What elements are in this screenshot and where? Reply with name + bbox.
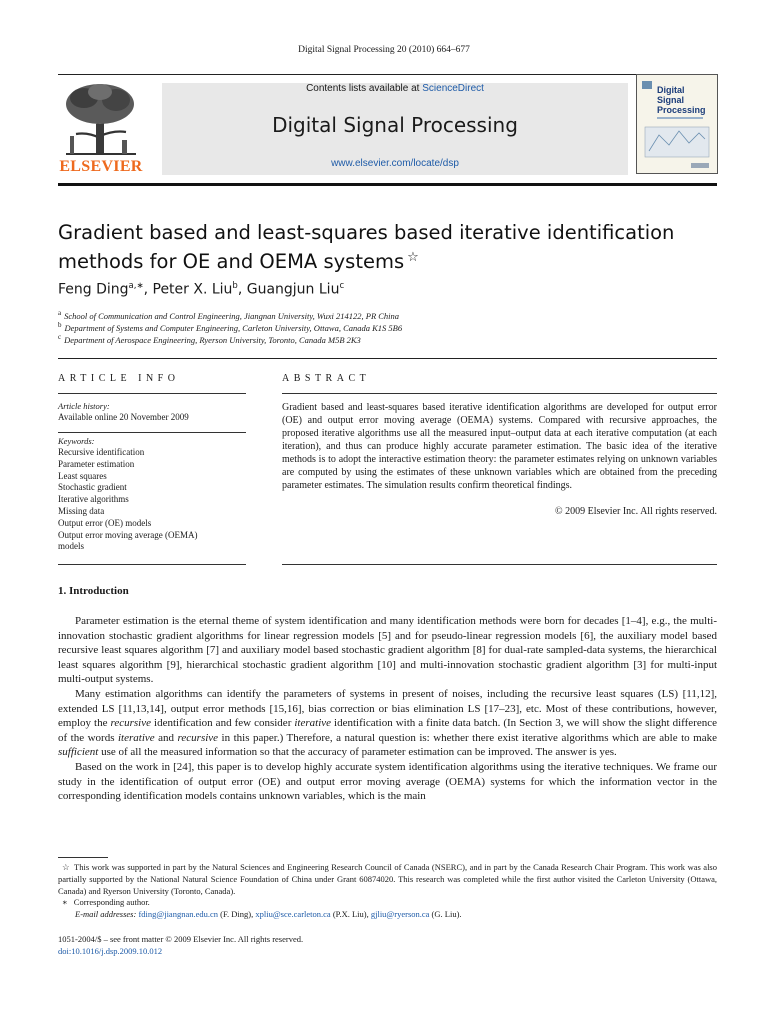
affiliation-text: Department of Systems and Computer Engineering, Carleton University, Ottawa, Canada K1S 5B6 <box>64 322 403 333</box>
journal-reference: Digital Signal Processing 20 (2010) 664–677 <box>298 45 470 55</box>
abstract-body: Gradient based and least-squares based iterative identification algorithms are developed for output error (OE) and output error moving average (OEMA) systems. Compared with recursive approaches, the proposed iterative algorithms use all the measured input–output data at each iterative computation (at each iteration), and thus can produce highly accurate parameter estimation. The basic idea of the iterative methods is to adopt the interactive estimation theory: the parameter estimates relying on unknown variables are computed by using the estimates of these unknown variables which are obtained from the preceding parameter estimates. The simulation results confirm theoretical findings. <box>282 402 717 491</box>
keyword-item: Recursive identification <box>58 447 145 457</box>
keyword-item: Missing data <box>58 505 105 516</box>
paper-title-text: Gradient based and least-squares based iterative identification methods for OE and OEMA systems <box>58 221 675 273</box>
email-link[interactable]: gjliu@ryerson.ca <box>370 909 430 920</box>
keywords-list <box>58 447 238 553</box>
cover-artwork <box>637 75 717 173</box>
keyword-item: Iterative algorithms <box>58 494 129 505</box>
affiliation-mark: b <box>58 321 62 329</box>
email-footnote: E-mail addresses: fding@jiangnan.edu.cn (F. Ding), xpliu@sce.carleton.ca (P.X. Liu), gjliu@ryerson.ca (G. Liu). <box>75 909 462 920</box>
title-footnote-mark[interactable]: ☆ <box>407 250 419 265</box>
paragraph: Many estimation algorithms can identify the parameters of systems in present of noises, including the recursive least squares (LS) [11,12], extended LS [11,13,14], output error methods [15,16], bias correction or bias elimination LS [17–23], etc. Most of these contributions, however, employ the recursive identification and few consider iterative identification with a finite data batch. (In Section 3, we will show the slight difference of the words iterative and recursive in this paper.) Therefore, a natural question is: whether there exist iterative algorithms which are able to make sufficient use of all the measured information so that the accuracy of parameter estimation can be improved. The answer is yes. <box>58 687 717 759</box>
cover-title-line-2: Signal <box>657 95 685 105</box>
abstract-heading: ABSTRACT <box>282 373 371 384</box>
abstract-rule <box>282 564 717 565</box>
masthead-bottom-rule <box>58 183 717 186</box>
paper-title <box>58 220 718 274</box>
author-mark[interactable]: c <box>339 281 345 291</box>
affiliation-text: School of Communication and Control Engineering, Jiangnan University, Wuxi 214122, PR China <box>64 310 400 321</box>
introduction-body <box>58 614 717 804</box>
affiliation-mark: a <box>58 309 62 317</box>
affiliation <box>58 333 718 345</box>
affiliation-text: Department of Aerospace Engineering, Ryerson University, Toronto, Canada M5B 2K3 <box>64 334 361 345</box>
abstract-copyright: © 2009 Elsevier Inc. All rights reserved. <box>554 506 717 517</box>
footnote-rule <box>58 857 108 858</box>
corresponding-footnote: ∗ Corresponding author. <box>62 897 150 908</box>
masthead-top-rule <box>58 74 717 75</box>
affiliation <box>58 321 718 333</box>
article-info-rule <box>58 432 246 433</box>
author-name: Feng Ding <box>58 281 129 298</box>
email-link[interactable]: fding@jiangnan.edu.cn <box>138 909 219 920</box>
email-link[interactable]: xpliu@sce.carleton.ca <box>255 909 331 920</box>
section-heading: 1. Introduction <box>58 585 129 597</box>
author-name: Guangjun Liu <box>246 281 340 298</box>
author-list: Feng Ding$^{a,∗}$, Peter X. Liu$^b$, Guangjun Liu$^c$ <box>58 281 345 298</box>
info-top-rule <box>58 358 717 359</box>
author-mark[interactable]: b <box>232 281 238 291</box>
cover-title-line-1: Digital <box>657 85 685 95</box>
article-history-value: Available online 20 November 2009 <box>58 412 189 422</box>
journal-url-link[interactable]: www.elsevier.com/locate/dsp <box>331 158 459 169</box>
author-name: Peter X. Liu <box>152 281 233 298</box>
elsevier-wordmark: ELSEVIER <box>59 158 143 175</box>
contents-availability <box>162 83 628 94</box>
affiliation <box>58 309 718 321</box>
sciencedirect-link[interactable]: ScienceDirect <box>422 83 484 94</box>
author-mark[interactable]: a,∗ <box>128 281 144 291</box>
keyword-item: Parameter estimation <box>58 458 135 469</box>
article-info-rule <box>58 393 246 394</box>
abstract-rule <box>282 393 717 394</box>
issn-line: 1051-2004/$ – see front matter © 2009 Elsevier Inc. All rights reserved. <box>58 934 304 944</box>
cover-title-line-3: Processing <box>657 105 706 115</box>
keyword-item: Stochastic gradient <box>58 482 127 493</box>
paragraph: Parameter estimation is the eternal theme of system identification and many identification methods were born for decades [1–4], e.g., the multi-innovation stochastic gradient algorithms for linear regression models [5] and for pseudo-linear regression models [6], the auxiliary model based recursive least squares algorithm [7] and auxiliary model based stochastic gradient algorithm [8] for dual-rate sampled-data systems, the hierarchical least squares algorithm [9], hierarchical stochastic gradient algorithm [10] and multi-innovation stochastic gradient algorithm [3] for multi-input multi-output systems. <box>58 615 717 686</box>
keyword-item: Least squares <box>58 470 107 481</box>
article-info-heading: ARTICLE INFO <box>58 373 180 384</box>
keyword-item: Output error moving average (OEMA) <box>58 529 198 540</box>
paragraph: Based on the work in [24], this paper is to develop highly accurate system identification algorithms using the iterative techniques. We frame our study in the identification of output error (OE) and output error moving average (OEMA) systems for which the information vector in the corresponding identification models contains unknown variables, which is the main <box>58 760 717 803</box>
keywords-label: Keywords: <box>58 436 95 446</box>
footnote-mark: ∗ <box>62 897 68 908</box>
keyword-item: models <box>58 541 84 552</box>
contents-prefix: Contents lists available at <box>306 83 423 94</box>
journal-title: Digital Signal Processing <box>272 113 518 137</box>
article-info-rule <box>58 564 246 565</box>
doi-link[interactable]: doi:10.1016/j.dsp.2009.10.012 <box>58 946 163 956</box>
article-history-label: Article history: <box>58 401 110 411</box>
footnote-mark: ☆ <box>62 862 71 872</box>
affiliation-mark: c <box>58 333 62 341</box>
funding-footnote: ☆ This work was supported in part by the Natural Sciences and Engineering Research Council of Canada (NSERC), and in part by the Canada Research Chair Program. This work was also partially supported by the National Natural Science Foundation of China under Grant 60874020. This research was completed while the first author visited the Carleton University (Ottawa, Canada) and Ryerson University (Toronto, Canada). <box>58 862 717 896</box>
journal-cover-thumbnail <box>636 74 718 174</box>
keyword-item: Output error (OE) models <box>58 517 152 528</box>
footnotes <box>58 862 717 921</box>
email-label: E-mail addresses: <box>75 909 137 920</box>
